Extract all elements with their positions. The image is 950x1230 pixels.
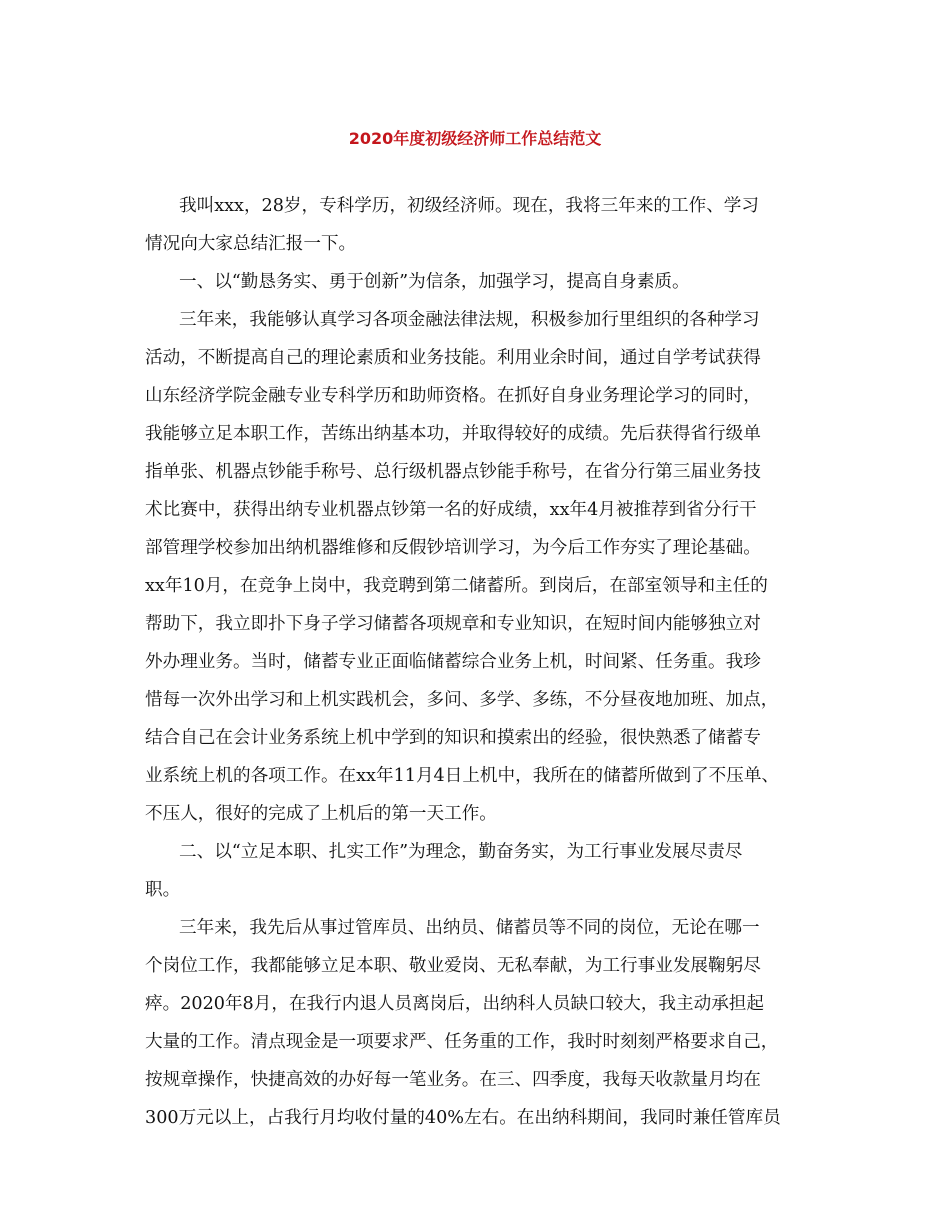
text-line: 300万元以上，占我行月均收付量的40%左右。在出纳科期间，我同时兼任管库员 bbox=[145, 1108, 781, 1128]
text-line: 一、以“勤恳务实、勇于创新”为信条，加强学习，提高自身素质。 bbox=[179, 272, 690, 292]
text-line: 术比赛中，获得出纳专业机器点钞第一名的好成绩，xx年4月被推荐到省分行干 bbox=[145, 500, 757, 520]
text-line: 我能够立足本职工作，苦练出纳基本功，并取得较好的成绩。先后获得省行级单 bbox=[145, 424, 761, 444]
text-line: 我叫xxx，28岁，专科学历，初级经济师。现在，我将三年来的工作、学习 bbox=[179, 196, 759, 216]
text-line: 结合自己在会计业务系统上机中学到的知识和摸索出的经验，很快熟悉了储蓄专 bbox=[145, 728, 761, 748]
text-line: 业系统上机的各项工作。在xx年11月4日上机中，我所在的储蓄所做到了不压单、 bbox=[145, 766, 780, 786]
text-line: 惜每一次外出学习和上机实践机会，多问、多学、多练，不分昼夜地加班、加点， bbox=[145, 690, 779, 710]
text-line: 活动，不断提高自己的理论素质和业务技能。利用业余时间，通过自学考试获得 bbox=[145, 348, 761, 368]
text-line: 三年来，我能够认真学习各项金融法律法规，积极参加行里组织的各种学习 bbox=[179, 310, 760, 330]
text-line: 不压人，很好的完成了上机后的第一天工作。 bbox=[145, 804, 497, 824]
text-line: 按规章操作，快捷高效的办好每一笔业务。在三、四季度，我每天收款量月均在 bbox=[145, 1070, 761, 1090]
text-line: xx年10月，在竞争上岗中，我竞聘到第二储蓄所。到岗后，在部室领导和主任的 bbox=[145, 576, 768, 596]
text-line: 指单张、机器点钞能手称号、总行级机器点钞能手称号，在省分行第三届业务技 bbox=[145, 462, 761, 482]
text-line: 瘁。2020年8月，在我行内退人员离岗后，出纳科人员缺口较大，我主动承担起 bbox=[145, 994, 764, 1014]
text-line: 帮助下，我立即扑下身子学习储蓄各项规章和专业知识，在短时间内能够独立对 bbox=[145, 614, 761, 634]
text-line: 大量的工作。清点现金是一项要求严、任务重的工作，我时时刻刻严格要求自己， bbox=[145, 1032, 779, 1052]
text-line: 个岗位工作，我都能够立足本职、敬业爱岗、无私奉献，为工行事业发展鞠躬尽 bbox=[145, 956, 761, 976]
document-title: 2020年度初级经济师工作总结范文 bbox=[348, 129, 602, 148]
text-line: 部管理学校参加出纳机器维修和反假钞培训学习，为今后工作夯实了理论基础。 bbox=[145, 538, 761, 558]
text-line: 山东经济学院金融专业专科学历和助师资格。在抓好自身业务理论学习的同时， bbox=[145, 386, 761, 406]
text-line: 外办理业务。当时，储蓄专业正面临储蓄综合业务上机，时间紧、任务重。我珍 bbox=[145, 652, 761, 672]
text-line: 情况向大家总结汇报一下。 bbox=[145, 234, 357, 254]
text-line: 职。 bbox=[145, 880, 181, 900]
text-line: 三年来，我先后从事过管库员、出纳员、储蓄员等不同的岗位，无论在哪一 bbox=[179, 918, 760, 938]
text-line: 二、以“立足本职、扎实工作”为理念，勤奋务实，为工行事业发展尽责尽 bbox=[179, 842, 743, 862]
